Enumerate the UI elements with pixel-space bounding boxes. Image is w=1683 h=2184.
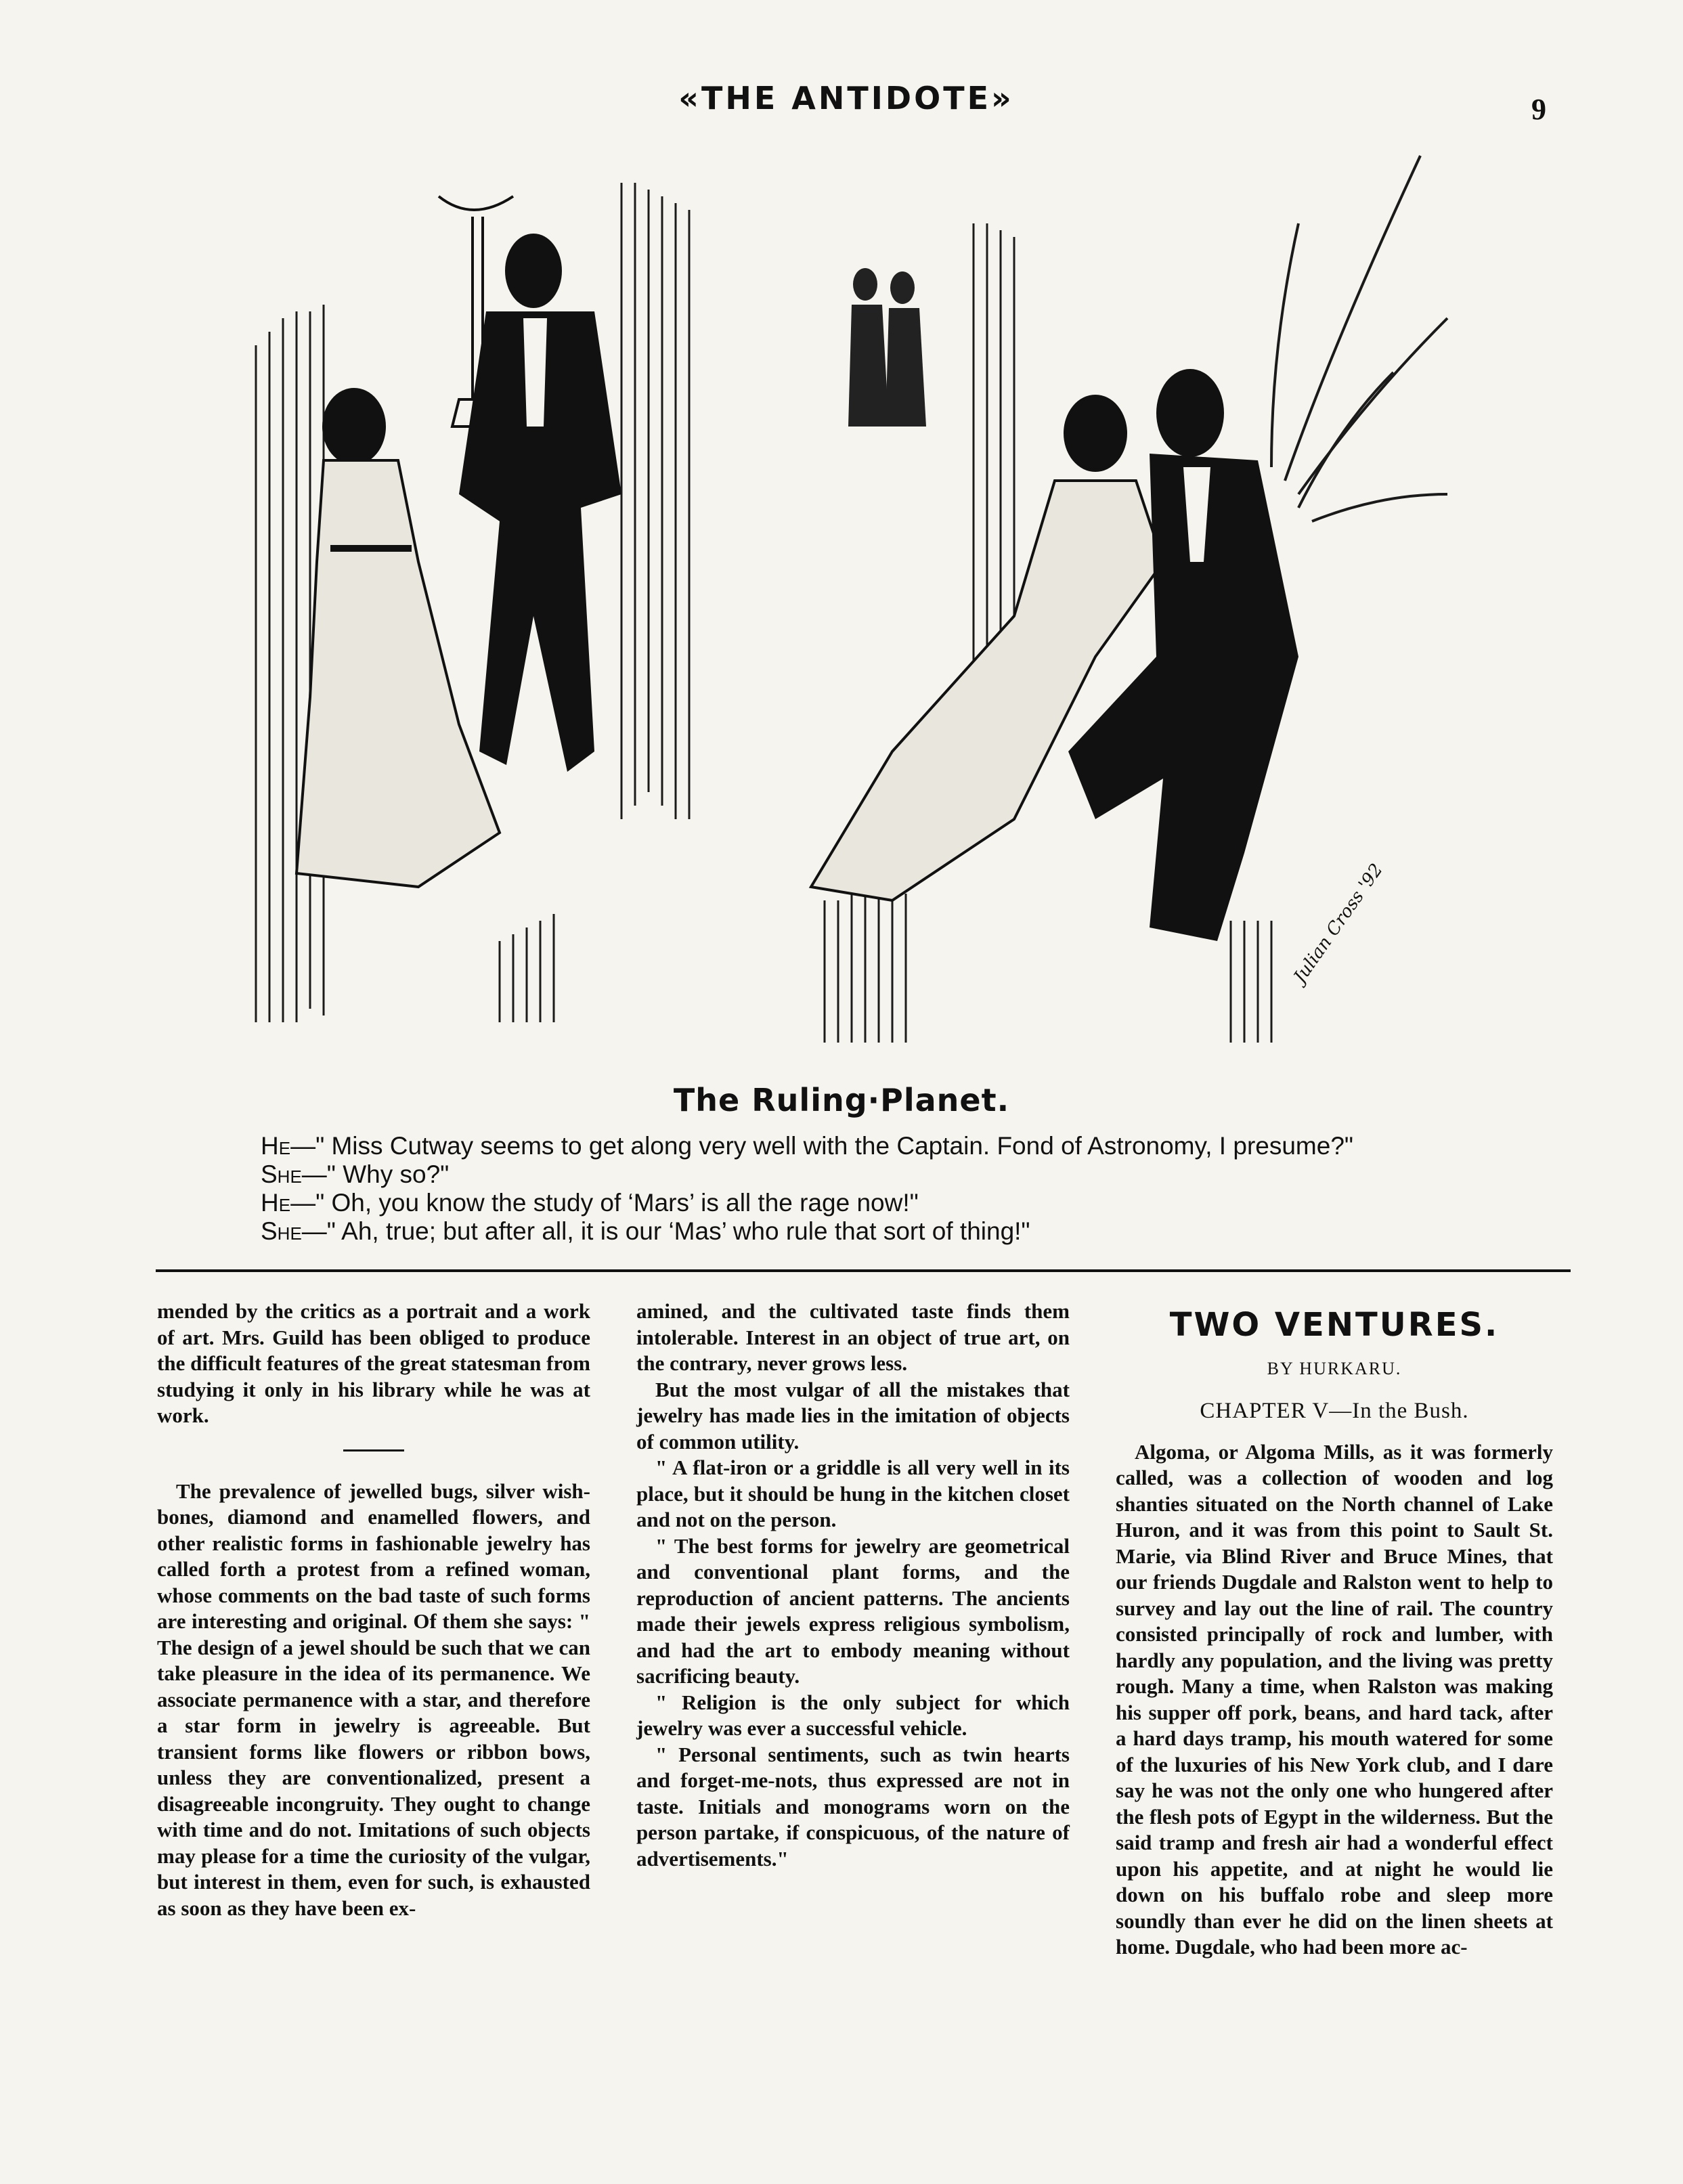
story-byline: BY HURKARU. [1267,1358,1402,1378]
cartoon-dialogue [261,1132,1581,1246]
dialogue-speaker: He [261,1132,291,1160]
article-paragraph: The prevalence of jewelled bugs, silver wish-bones, diamond and enamelled flowers, and other realistic forms in fashionable jewelry has called forth a protest from a refined woman, whose comments on the bad taste of such forms are interesting and original. Of them she says: " The design of a jewel should be such that we can take pleasure in the idea of its permanence. We associate permanence with a star, and therefore a star form in jewelry is agreeable. But transient forms like flowers or ribbon bows, unless they are conventionalized, present a disagreeable incongruity. They ought to change with time and do not. Imitations of such objects may please for a time the curiosity of the vulgar, but interest in them, even for such, is exhausted as soon as they have been ex- [157,1479,590,1920]
short-divider [343,1449,404,1451]
running-head: «THE ANTIDOTE» [678,80,1014,116]
article-paragraph: " A flat-iron or a griddle is all very well in its place, but it should be hung in the kitchen closet and not on the person. [636,1456,1070,1531]
dialogue-line [261,1160,1581,1189]
article-paragraph: Algoma, or Algoma Mills, as it was formerly called, was a collection of wooden and log shanties situated on the North channel of Lake Huron, and it was from this point to Sault St. Marie, via Blind River and Bruce Mines, that our friends Dugdale and Ralston went to help to survey and lay out the line of rail. The country consisted principally of rock and lumber, with hardly any population, and the living was pretty rough. Many a time, when Ralston was making his supper off pork, beans, and hard tack, after a hard days tramp, his mouth watered for some of the luxuries of his New York club, and I dare say he was not the only one who hungered after the flesh pots of Egypt in the wilderness. But the said tramp and fresh air had a wonderful effect upon his appetite, and at night he would lie down on his buffalo robe and sleep more soundly than ever he did on the linen sheets at home. Dugdale, who had been more ac- [1116,1439,1553,1959]
dialogue-line [261,1189,1581,1217]
dialogue-line [261,1132,1581,1160]
article-paragraph: " The best forms for jewelry are geometrical and conventional plant forms, and the reproduction of ancient patterns. The ancients made their jewels express religious symbolism, and had the art to embody meaning without sacrificing beauty. [636,1533,1070,1688]
plant-fronds [1271,156,1447,521]
dialogue-text: —" Miss Cutway seems to get along very well with the Captain. Fond of Astronomy, I presume?" [290,1132,1354,1160]
dialogue-text: —" Ah, true; but after all, it is our ‘Mas’ who rule that sort of thing!" [301,1217,1030,1245]
dialogue-speaker: She [261,1217,302,1245]
article-paragraph: amined, and the cultivated taste finds them intolerable. Interest in an object of true art, on the contrary, never grows less. [636,1299,1070,1375]
column-jewelry-part1 [157,1298,590,1921]
article-paragraph: " Religion is the only subject for which jewelry was ever a successful vehicle. [636,1690,1070,1740]
cartoon-title: The Ruling·Planet. [673,1082,1010,1118]
section-rule [156,1269,1571,1272]
background-couple [848,268,926,427]
chapter-heading: CHAPTER V—In the Bush. [1200,1399,1469,1423]
dialogue-text: —" Oh, you know the study of ‘Mars’ is all the rage now!" [290,1189,919,1217]
column-jewelry-part2 [636,1298,1070,1872]
dialogue-speaker: He [261,1189,291,1217]
page-number: 9 [1531,93,1546,126]
article-paragraph: mended by the critics as a portrait and a work of art. Mrs. Guild has been obliged to produce the difficult features of the great statesman from studying it only in his library while he was at work. [157,1299,590,1427]
story-title: TWO VENTURES. [1169,1306,1500,1344]
dialogue-speaker: She [261,1160,302,1188]
artist-signature: Julian Cross '92 [1290,860,1387,987]
dialogue-line [261,1217,1581,1246]
article-paragraph: But the most vulgar of all the mistakes that jewelry has made lies in the imitation of objects of common utility. [636,1377,1070,1454]
article-paragraph: " Personal sentiments, such as twin hearts and forget-me-nots, thus expressed are not in taste. Initials and monograms worn on the person partake, if conspicuous, of the nature of advertisements." [636,1742,1070,1871]
column-two-ventures [1116,1298,1553,1961]
dialogue-text: —" Why so?" [301,1160,450,1188]
engraving-illustration [215,142,1454,1049]
